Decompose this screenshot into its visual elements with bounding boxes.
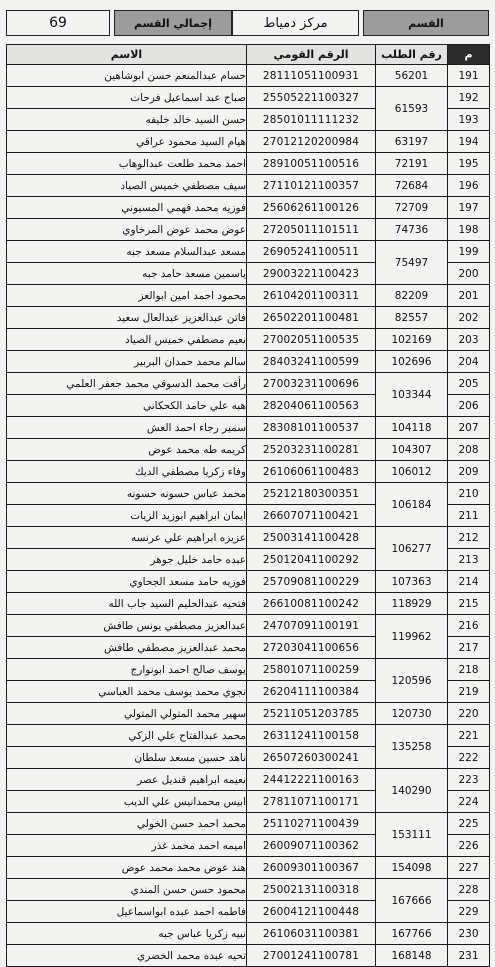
cell-national-id: 27110121100357 <box>247 175 376 197</box>
cell-seat-number: 135258 <box>376 725 448 769</box>
cell-national-id: 25002131100318 <box>247 879 376 901</box>
cell-national-id: 27205011101511 <box>247 219 376 241</box>
table-row <box>7 197 490 219</box>
cell-national-id: 26009301100367 <box>247 857 376 879</box>
cell-serial: 198 <box>448 219 490 241</box>
cell-serial: 197 <box>448 197 490 219</box>
cell-name: فاتن عبدالعزيز عبدالعال سعيد <box>7 307 247 329</box>
cell-seat-number: 72709 <box>376 197 448 219</box>
cell-serial: 224 <box>448 791 490 813</box>
cell-name: عوض محمد عوض المرخاوي <box>7 219 247 241</box>
cell-national-id: 26009071100362 <box>247 835 376 857</box>
cell-name: نعيمه ابراهيم قنديل عصر <box>7 769 247 791</box>
center-name-value: مركز دمياط <box>232 10 359 36</box>
cell-national-id: 26104201100311 <box>247 285 376 307</box>
cell-name: سمير رجاء احمد العش <box>7 417 247 439</box>
cell-seat-number: 118929 <box>376 593 448 615</box>
column-header-serial: م <box>448 45 490 65</box>
section-label: القسم <box>363 10 489 36</box>
table-row <box>7 945 490 967</box>
cell-national-id: 28910051100516 <box>247 153 376 175</box>
cell-seat-number: 120596 <box>376 659 448 703</box>
cell-serial: 219 <box>448 681 490 703</box>
table-row <box>7 241 490 263</box>
cell-seat-number: 72684 <box>376 175 448 197</box>
cell-serial: 203 <box>448 329 490 351</box>
cell-national-id: 26610081100242 <box>247 593 376 615</box>
column-header-national-id: الرقم القومي <box>247 45 376 65</box>
cell-seat-number: 106277 <box>376 527 448 571</box>
cell-seat-number: 106012 <box>376 461 448 483</box>
cell-serial: 215 <box>448 593 490 615</box>
cell-national-id: 26204111100384 <box>247 681 376 703</box>
table-row <box>7 87 490 109</box>
cell-seat-number: 167766 <box>376 923 448 945</box>
cell-serial: 212 <box>448 527 490 549</box>
cell-serial: 201 <box>448 285 490 307</box>
cell-national-id: 26905241100511 <box>247 241 376 263</box>
cell-name: فوزيه محمد فهمي المسيوني <box>7 197 247 219</box>
section-total-label: إجمالي القسم <box>114 10 232 36</box>
cell-name: نبيه زكريا عباس جبه <box>7 923 247 945</box>
cell-seat-number: 119962 <box>376 615 448 659</box>
cell-name: محمد عبدالعزيز مصطفي طافش <box>7 637 247 659</box>
cell-name: فتحيه عبدالحليم السيد جاب الله <box>7 593 247 615</box>
cell-name: رأفت محمد الدسوقي محمد جعفر العلمي <box>7 373 247 395</box>
table-row <box>7 615 490 637</box>
cell-name: محمود احمد امين ابوالعز <box>7 285 247 307</box>
table-row <box>7 725 490 747</box>
cell-serial: 205 <box>448 373 490 395</box>
section-total-value: 69 <box>6 10 110 36</box>
cell-name: محمد عباس حسونه حسونه <box>7 483 247 505</box>
cell-serial: 195 <box>448 153 490 175</box>
cell-national-id: 25012041100292 <box>247 549 376 571</box>
cell-name: تحيه عبده محمد الخضري <box>7 945 247 967</box>
cell-name: حسن السيد خالد خليفه <box>7 109 247 131</box>
cell-serial: 229 <box>448 901 490 923</box>
cell-national-id: 28308101100537 <box>247 417 376 439</box>
cell-seat-number: 168148 <box>376 945 448 967</box>
cell-national-id: 25212180300351 <box>247 483 376 505</box>
column-header-name: الاسم <box>7 45 247 65</box>
section-header <box>6 10 489 36</box>
cell-serial: 228 <box>448 879 490 901</box>
table-row <box>7 285 490 307</box>
cell-name: ناهد حسين مسعد سلطان <box>7 747 247 769</box>
cell-serial: 227 <box>448 857 490 879</box>
cell-national-id: 25505221100327 <box>247 87 376 109</box>
cell-seat-number: 61593 <box>376 87 448 131</box>
cell-national-id: 24707091100191 <box>247 615 376 637</box>
cell-national-id: 27001241100781 <box>247 945 376 967</box>
cell-name: ايمان ابراهيم ابوزيد الزيات <box>7 505 247 527</box>
cell-serial: 214 <box>448 571 490 593</box>
table-row <box>7 439 490 461</box>
cell-national-id: 27003231100696 <box>247 373 376 395</box>
cell-serial: 207 <box>448 417 490 439</box>
cell-name: عبده حامد خليل جوهر <box>7 549 247 571</box>
table-row <box>7 857 490 879</box>
cell-national-id: 26502201100481 <box>247 307 376 329</box>
cell-name: هند عوض محمد محمد عوض <box>7 857 247 879</box>
table-row <box>7 65 490 87</box>
cell-serial: 225 <box>448 813 490 835</box>
cell-serial: 210 <box>448 483 490 505</box>
table-row <box>7 307 490 329</box>
cell-national-id: 25709081100229 <box>247 571 376 593</box>
cell-national-id: 24412221100163 <box>247 769 376 791</box>
table-row <box>7 659 490 681</box>
table-row <box>7 373 490 395</box>
cell-serial: 218 <box>448 659 490 681</box>
cell-serial: 213 <box>448 549 490 571</box>
cell-name: ابيس محمدانيس علي الديب <box>7 791 247 813</box>
cell-serial: 194 <box>448 131 490 153</box>
cell-national-id: 29003221100423 <box>247 263 376 285</box>
table-body <box>7 65 490 967</box>
cell-name: يوسف صالح احمد ابونوارج <box>7 659 247 681</box>
cell-serial: 230 <box>448 923 490 945</box>
table-row <box>7 593 490 615</box>
cell-name: اميمه احمد محمد غذر <box>7 835 247 857</box>
cell-national-id: 25203231100281 <box>247 439 376 461</box>
cell-name: عبدالعزيز مصطفي يونس طافش <box>7 615 247 637</box>
table-row <box>7 879 490 901</box>
cell-name: مسعد عبدالسلام مسعد جبه <box>7 241 247 263</box>
cell-national-id: 25606261100126 <box>247 197 376 219</box>
cell-serial: 231 <box>448 945 490 967</box>
table-row <box>7 219 490 241</box>
cell-national-id: 27811071100171 <box>247 791 376 813</box>
cell-serial: 200 <box>448 263 490 285</box>
cell-seat-number: 72191 <box>376 153 448 175</box>
cell-national-id: 26607071100421 <box>247 505 376 527</box>
cell-national-id: 25110271100439 <box>247 813 376 835</box>
applicants-table <box>6 44 490 967</box>
cell-name: فوزيه حامد مسعد الجحاوي <box>7 571 247 593</box>
cell-national-id: 26004121100448 <box>247 901 376 923</box>
cell-seat-number: 140290 <box>376 769 448 813</box>
table-row <box>7 769 490 791</box>
cell-seat-number: 75497 <box>376 241 448 285</box>
table-row <box>7 131 490 153</box>
cell-serial: 222 <box>448 747 490 769</box>
cell-seat-number: 102169 <box>376 329 448 351</box>
cell-serial: 226 <box>448 835 490 857</box>
table-row <box>7 175 490 197</box>
table-row <box>7 813 490 835</box>
cell-name: هبه علي حامد الكحكاني <box>7 395 247 417</box>
cell-serial: 193 <box>448 109 490 131</box>
cell-serial: 192 <box>448 87 490 109</box>
cell-serial: 217 <box>448 637 490 659</box>
table-row <box>7 703 490 725</box>
table-header-row <box>7 45 490 65</box>
cell-seat-number: 82557 <box>376 307 448 329</box>
cell-serial: 191 <box>448 65 490 87</box>
cell-seat-number: 103344 <box>376 373 448 417</box>
cell-serial: 208 <box>448 439 490 461</box>
cell-name: محمود حسن حسن المندي <box>7 879 247 901</box>
cell-national-id: 26507260300241 <box>247 747 376 769</box>
cell-name: احمد محمد طلعت عبدالوهاب <box>7 153 247 175</box>
table-row <box>7 571 490 593</box>
cell-name: كريمه طه محمد عوض <box>7 439 247 461</box>
cell-name: حسام عبدالمنعم حسن ابوشاهين <box>7 65 247 87</box>
cell-seat-number: 104118 <box>376 417 448 439</box>
cell-name: نعيم مصطفي خميس الصياد <box>7 329 247 351</box>
cell-name: هيام السيد محمود عراقي <box>7 131 247 153</box>
cell-national-id: 27012120200984 <box>247 131 376 153</box>
cell-serial: 196 <box>448 175 490 197</box>
cell-national-id: 28403241100599 <box>247 351 376 373</box>
cell-seat-number: 107363 <box>376 571 448 593</box>
cell-seat-number: 104307 <box>376 439 448 461</box>
table-row <box>7 483 490 505</box>
cell-name: محمد عبدالفتاح علي الزكي <box>7 725 247 747</box>
cell-national-id: 26106031100381 <box>247 923 376 945</box>
cell-national-id: 28501011111232 <box>247 109 376 131</box>
cell-seat-number: 56201 <box>376 65 448 87</box>
cell-serial: 199 <box>448 241 490 263</box>
table-row <box>7 329 490 351</box>
cell-seat-number: 63197 <box>376 131 448 153</box>
cell-national-id: 25211051203785 <box>247 703 376 725</box>
cell-national-id: 26106061100483 <box>247 461 376 483</box>
cell-serial: 202 <box>448 307 490 329</box>
cell-name: محمد احمد حسن الخولي <box>7 813 247 835</box>
cell-name: سيف مصطفي خميس الصياد <box>7 175 247 197</box>
table-row <box>7 153 490 175</box>
cell-seat-number: 82209 <box>376 285 448 307</box>
cell-seat-number: 154098 <box>376 857 448 879</box>
cell-national-id: 26311241100158 <box>247 725 376 747</box>
cell-name: عزيزه ابراهيم علي عرنسه <box>7 527 247 549</box>
cell-name: فاطمه احمد عبده ابواسماعيل <box>7 901 247 923</box>
cell-serial: 206 <box>448 395 490 417</box>
cell-national-id: 28204061100563 <box>247 395 376 417</box>
cell-seat-number: 120730 <box>376 703 448 725</box>
cell-national-id: 25003141100428 <box>247 527 376 549</box>
cell-serial: 220 <box>448 703 490 725</box>
cell-national-id: 27203041100656 <box>247 637 376 659</box>
cell-serial: 211 <box>448 505 490 527</box>
column-header-seat: رقم الطلب <box>376 45 448 65</box>
cell-serial: 223 <box>448 769 490 791</box>
cell-national-id: 28111051100931 <box>247 65 376 87</box>
cell-seat-number: 167666 <box>376 879 448 923</box>
table-row <box>7 527 490 549</box>
cell-name: ياسمين مسعد حامد جبه <box>7 263 247 285</box>
table-row <box>7 351 490 373</box>
cell-serial: 221 <box>448 725 490 747</box>
table-row <box>7 417 490 439</box>
cell-national-id: 27002051100535 <box>247 329 376 351</box>
cell-seat-number: 106184 <box>376 483 448 527</box>
table-row <box>7 923 490 945</box>
cell-name: وفاء زكريا مصطفي الديك <box>7 461 247 483</box>
table-row <box>7 461 490 483</box>
cell-seat-number: 74736 <box>376 219 448 241</box>
cell-serial: 209 <box>448 461 490 483</box>
cell-name: صباح عبد اسماعيل فرحات <box>7 87 247 109</box>
cell-name: سالم محمد حمدان البربير <box>7 351 247 373</box>
cell-national-id: 25801071100259 <box>247 659 376 681</box>
cell-name: نجوي محمد يوسف محمد العباسي <box>7 681 247 703</box>
cell-serial: 204 <box>448 351 490 373</box>
cell-seat-number: 153111 <box>376 813 448 857</box>
cell-name: سهير محمد المتولي المتولي <box>7 703 247 725</box>
cell-serial: 216 <box>448 615 490 637</box>
cell-seat-number: 102696 <box>376 351 448 373</box>
